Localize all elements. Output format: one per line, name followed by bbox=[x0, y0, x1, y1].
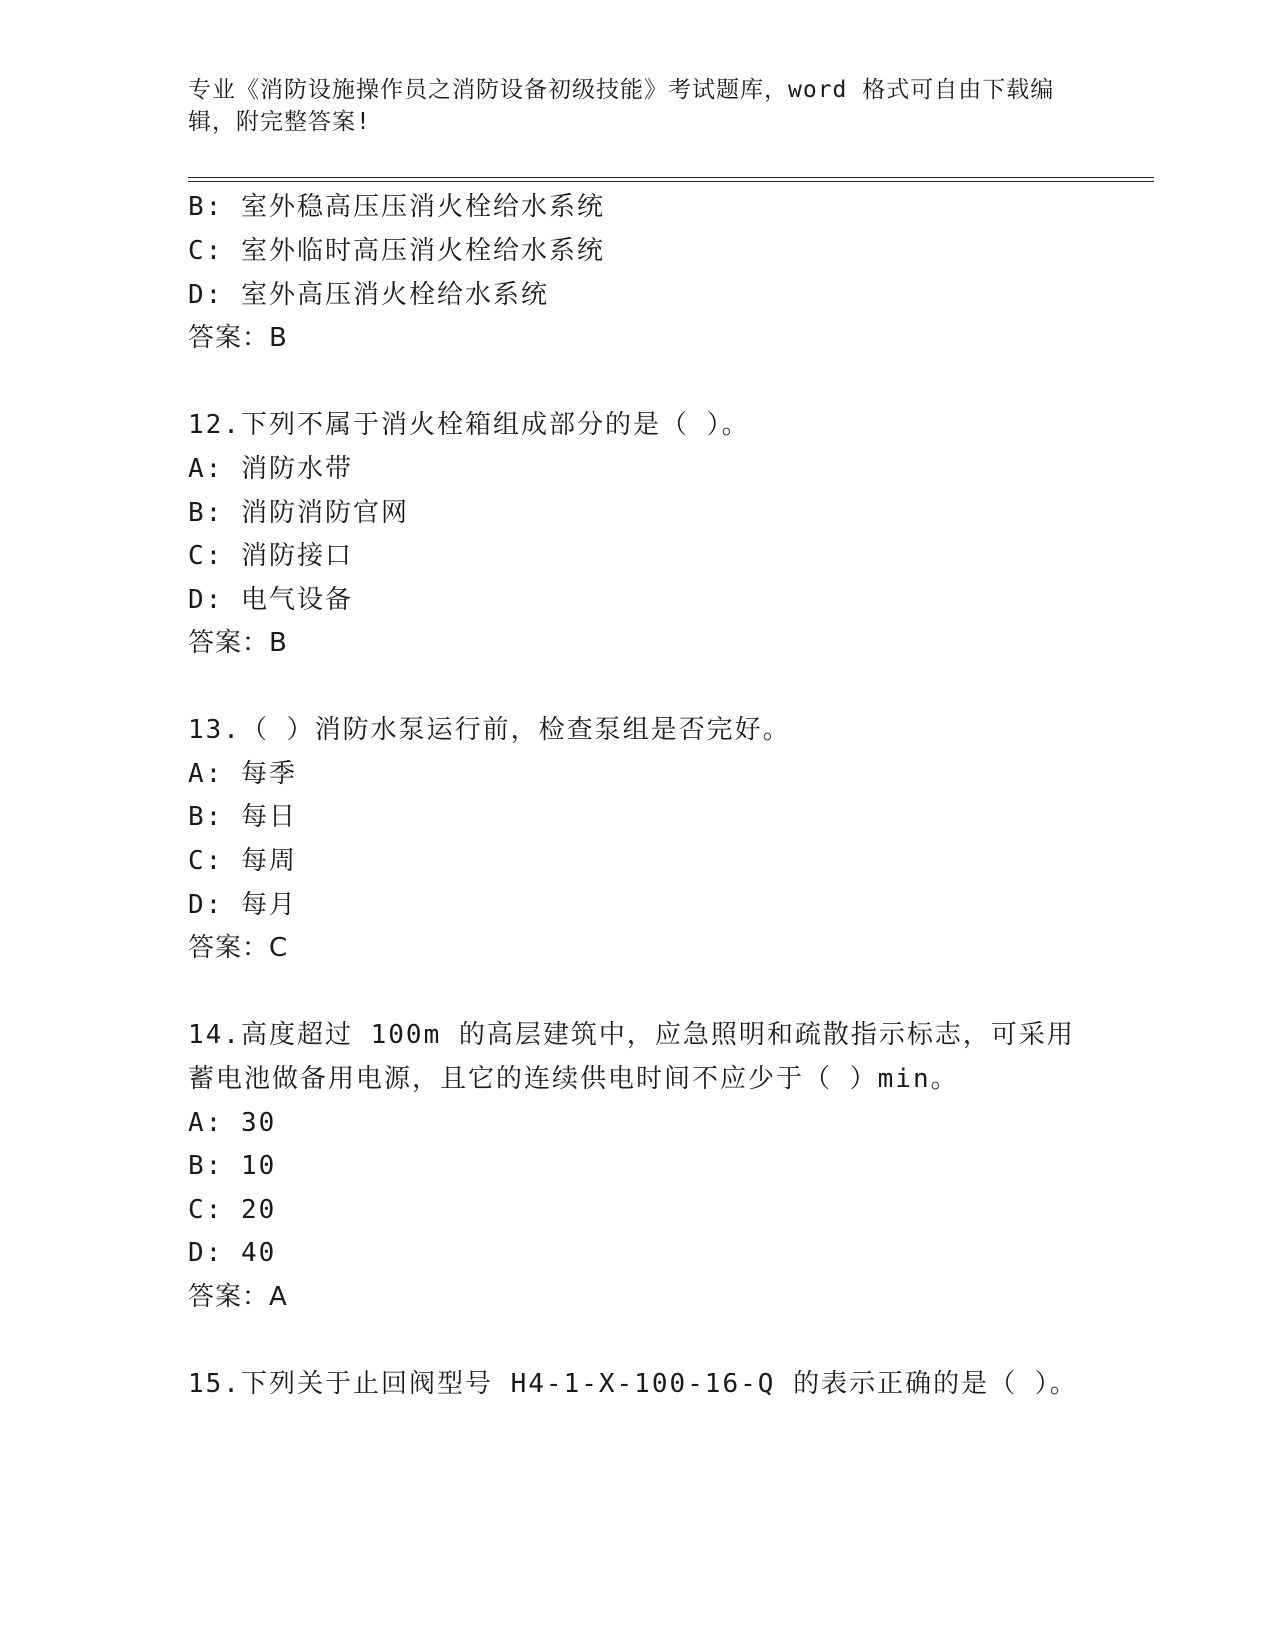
q12-option-b: B: 消防消防官网 bbox=[188, 498, 409, 528]
q13-option-b: B: 每日 bbox=[188, 802, 297, 832]
q13-option-a: A: 每季 bbox=[188, 759, 297, 789]
q14-option-c: C: 20 bbox=[188, 1195, 277, 1225]
q11-option-d: D: 室外高压消火栓给水系统 bbox=[188, 280, 549, 310]
q12-option-a: A: 消防水带 bbox=[188, 454, 353, 484]
q13-question: 13.（ ）消防水泵运行前，检查泵组是否完好。 bbox=[188, 715, 791, 745]
q14-option-a: A: 30 bbox=[188, 1108, 277, 1138]
q12-question: 12.下列不属于消火栓箱组成部分的是（ ）。 bbox=[188, 410, 750, 440]
q14-option-b: B: 10 bbox=[188, 1151, 277, 1181]
q14-answer: 答案：A bbox=[188, 1282, 288, 1312]
q13-option-d: D: 每月 bbox=[188, 890, 297, 920]
q11-option-b: B: 室外稳高压压消火栓给水系统 bbox=[188, 192, 605, 222]
q14-question-line2: 蓄电池做备用电源，且它的连续供电时间不应少于（ ）min。 bbox=[188, 1064, 959, 1094]
document-header: 专业《消防设施操作员之消防设备初级技能》考试题库，word 格式可自由下载编辑，附完整答案! bbox=[188, 77, 1055, 135]
q13-option-c: C: 每周 bbox=[188, 846, 297, 876]
q14-question-line1: 14.高度超过 100m 的高层建筑中，应急照明和疏散指示标志，可采用 bbox=[188, 1020, 1075, 1050]
q12-option-d: D: 电气设备 bbox=[188, 585, 353, 615]
q11-answer: 答案：B bbox=[188, 323, 288, 353]
q12-answer: 答案：B bbox=[188, 628, 288, 658]
q12-option-c: C: 消防接口 bbox=[188, 541, 353, 571]
header-divider bbox=[188, 177, 1154, 182]
q13-answer: 答案：C bbox=[188, 933, 289, 963]
q14-option-d: D: 40 bbox=[188, 1238, 277, 1268]
q15-question: 15.下列关于止回阀型号 H4-1-X-100-16-Q 的表示正确的是（ ）。 bbox=[188, 1369, 1078, 1399]
q11-option-c: C: 室外临时高压消火栓给水系统 bbox=[188, 236, 605, 266]
